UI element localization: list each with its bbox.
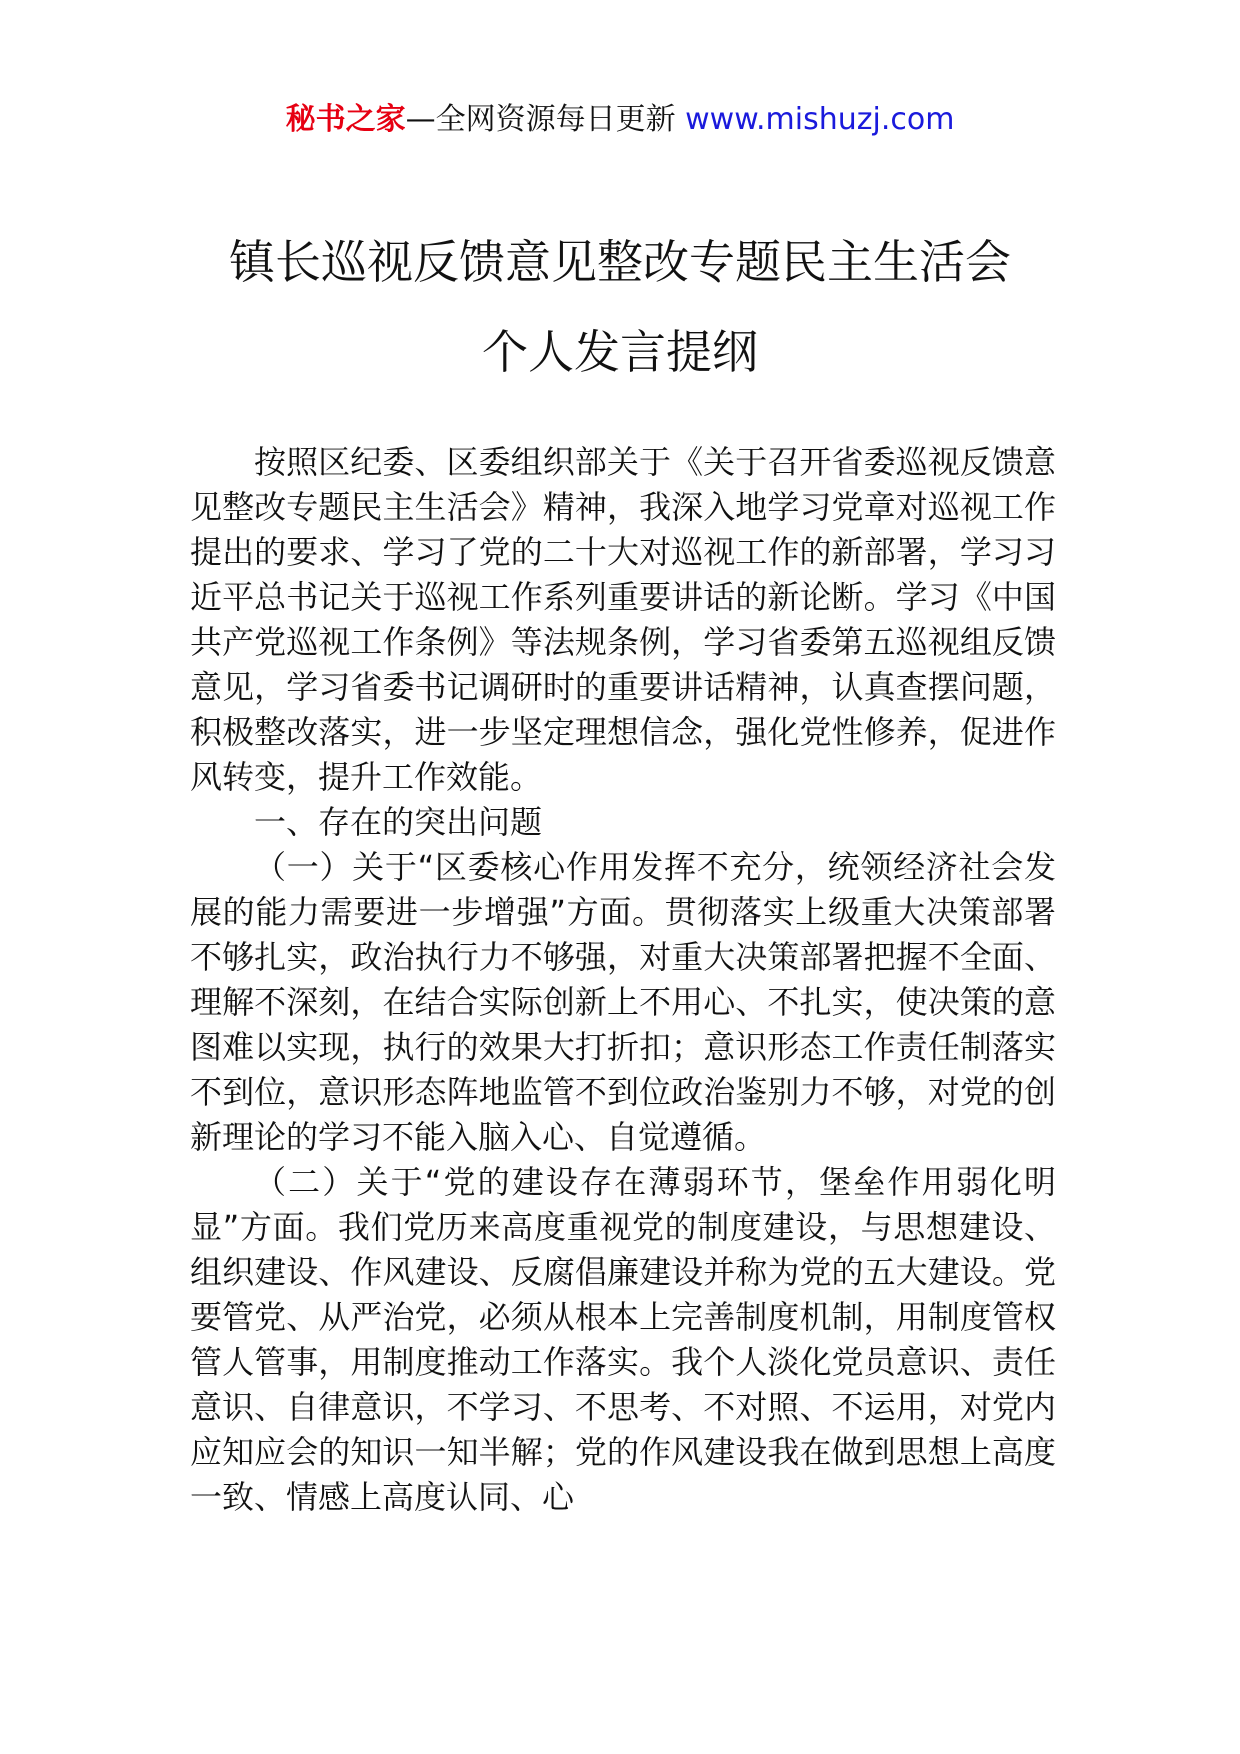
document-body: [190, 440, 1056, 1520]
header-slogan: —全网资源每日更新: [405, 102, 676, 137]
brand-name: 秘书之家: [285, 102, 406, 137]
site-header: [0, 100, 1240, 140]
paragraph-intro: 按照区纪委、区委组织部关于《关于召开省委巡视反馈意见整改专题民主生活会》精神，我深入地学习党章对巡视工作提出的要求、学习了党的二十大对巡视工作的新部署，学习习近平总书记关于巡视工作系列重要讲话的新论断。学习《中国共产党巡视工作条例》等法规条例，学习省委第五巡视组反馈意见，学习省委书记调研时的重要讲话精神，认真查摆问题，积极整改落实，进一步坚定理想信念，强化党性修养，促进作风转变，提升工作效能。: [190, 443, 1056, 796]
section-heading-1: 一、存在的突出问题: [254, 803, 543, 841]
document-title-line-1: 镇长巡视反馈意见整改专题民主生活会: [229, 235, 1011, 289]
paragraph-issue-2: （二）关于“党的建设存在薄弱环节，堡垒作用弱化明显”方面。我们党历来高度重视党的制度建设，与思想建设、组织建设、作风建设、反腐倡廉建设并称为党的五大建设。党要管党、从严治党，必须从根本上完善制度机制，用制度管权管人管事，用制度推动工作落实。我个人淡化党员意识、责任意识、自律意识，不学习、不思考、不对照、不运用，对党内应知应会的知识一知半解；党的作风建设我在做到思想上高度一致、情感上高度认同、心: [190, 1163, 1056, 1516]
paragraph-issue-1: （一）关于“区委核心作用发挥不充分，统领经济社会发展的能力需要进一步增强”方面。贯彻落实上级重大决策部署不够扎实，政治执行力不够强，对重大决策部署把握不全面、理解不深刻，在结合实际创新上不用心、不扎实，使决策的意图难以实现，执行的效果大打折扣；意识形态工作责任制落实不到位，意识形态阵地监管不到位政治鉴别力不够，对党的创新理论的学习不能入脑入心、自觉遵循。: [190, 848, 1056, 1156]
document-title-line-2: 个人发言提纲: [482, 325, 758, 379]
site-url-link[interactable]: www.mishuzj.com: [685, 102, 955, 137]
